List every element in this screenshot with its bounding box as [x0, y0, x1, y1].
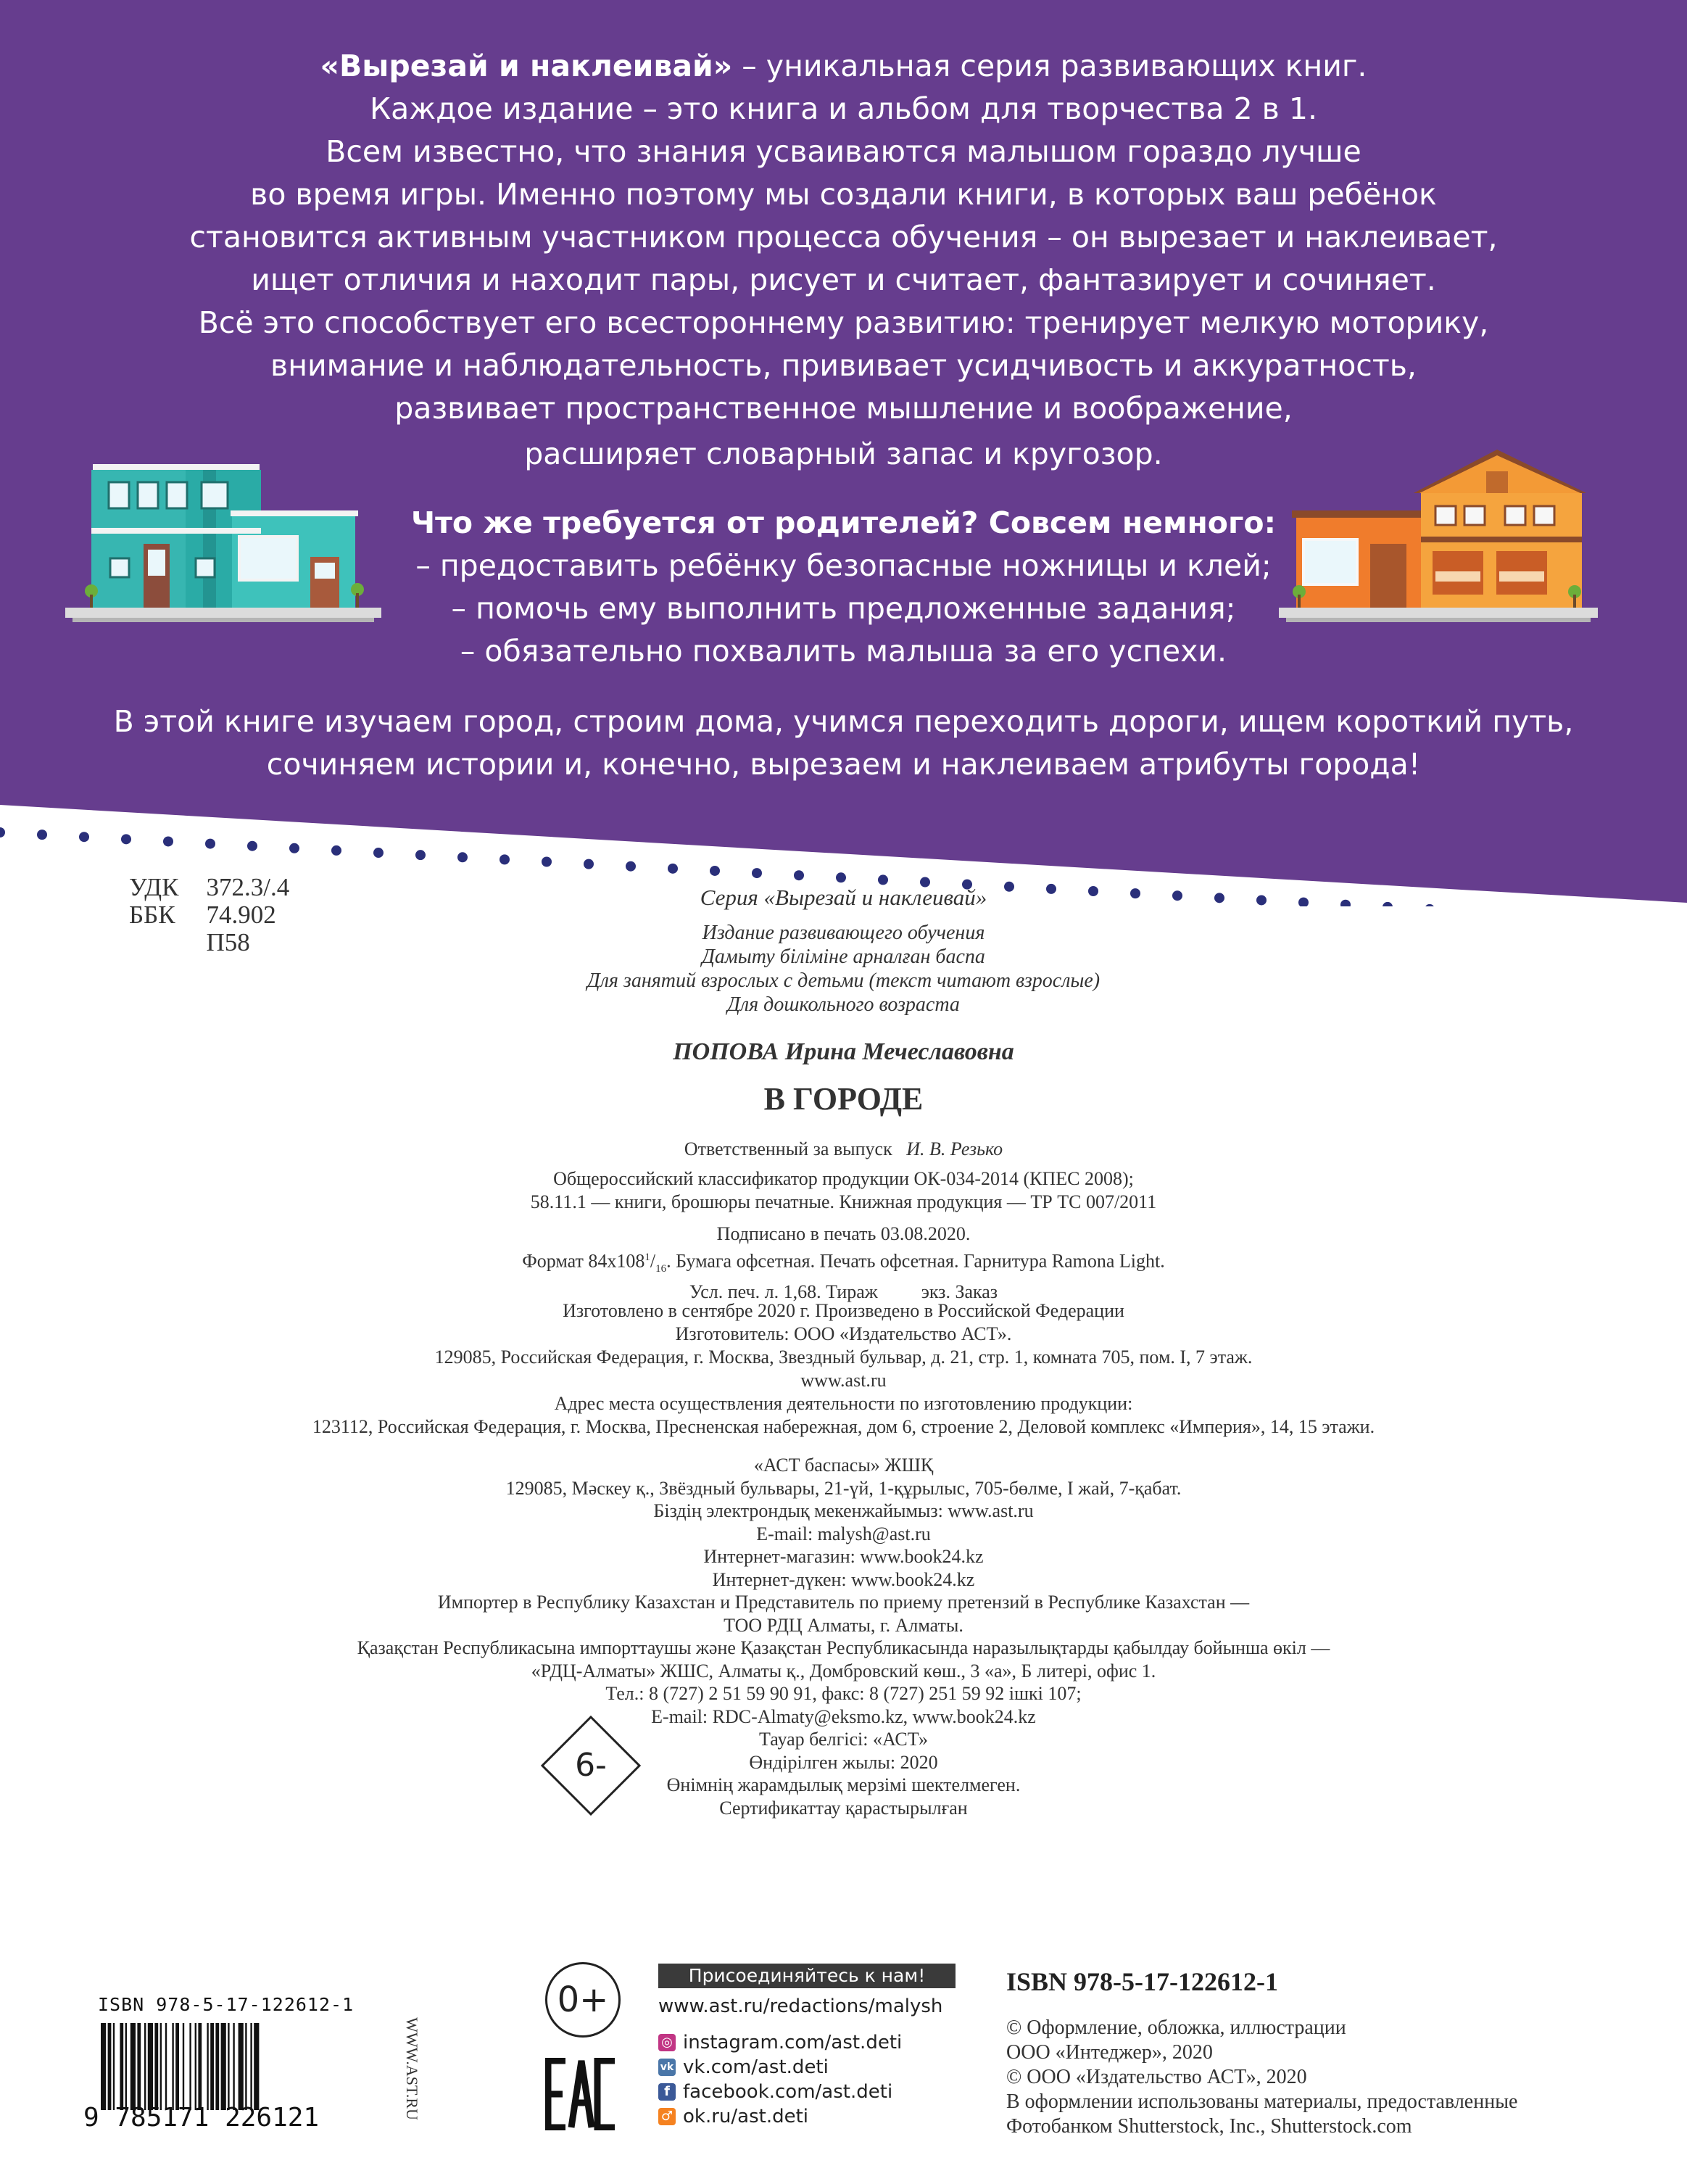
barcode-bar — [233, 2023, 234, 2110]
imprint-line: www.ast.ru — [800, 1370, 887, 1391]
divider-dot — [205, 839, 215, 849]
parents-item: – предоставить ребёнку безопасные ножницы и клей; — [415, 548, 1272, 583]
imprint-line: Тауар белгісі: «АСТ» — [759, 1729, 928, 1750]
imprint-line: Интернет-магазин: www.book24.kz — [703, 1546, 984, 1567]
barcode-bar — [189, 2023, 191, 2110]
print-order: экз. Заказ — [921, 1281, 998, 1302]
barcode-bar — [113, 2023, 115, 2110]
format-text: Формат 84x108 — [522, 1250, 645, 1272]
print-sheets: Усл. печ. л. 1,68. Тираж — [689, 1281, 878, 1302]
divider-dot — [121, 834, 131, 844]
kazakh-imprint — [0, 1454, 1687, 1819]
divider-dot — [710, 866, 720, 876]
divider-dot — [794, 870, 804, 880]
divider-dot — [373, 848, 384, 858]
series-info — [0, 921, 1687, 1017]
manufacturer-info — [0, 1299, 1687, 1439]
barcode-bar — [165, 2023, 167, 2110]
series-line: Издание развивающего обучения — [702, 922, 985, 944]
barcode-bar — [160, 2023, 162, 2110]
barcode-bar — [137, 2023, 141, 2110]
barcode-isbn: ISBN 978-5-17-122612-1 — [98, 1994, 355, 2015]
age-rating-text: 6- — [575, 1747, 607, 1784]
imprint-line: 123112, Российская Федерация, г. Москва, Пресненская набережная, дом 6, строение 2, Деловой комплекс «Империя», 14, 15 этажи. — [312, 1416, 1375, 1437]
divider-dot — [500, 854, 510, 864]
format-sup: 1 — [644, 1252, 650, 1263]
imprint-line: Адрес места осуществления деятельности по изготовлению продукции: — [554, 1393, 1133, 1414]
imprint-line: E-mail: malysh@ast.ru — [756, 1523, 931, 1544]
imprint-line: Интернет-дүкен: www.book24.kz — [712, 1568, 975, 1590]
barcode-bar — [195, 2023, 196, 2110]
copyright-line: © ООО «Издательство АСТ», 2020 — [1006, 2066, 1307, 2088]
ok-icon: ♂ — [658, 2108, 676, 2125]
imprint-line: Импортер в Республику Казахстан и Представитель по приему претензий в Республике Казахстан — — [437, 1592, 1250, 1613]
barcode-bar — [148, 2023, 153, 2110]
divider-dot — [247, 841, 257, 851]
intro-line: внимание и наблюдательность, прививает усидчивость и аккуратность, — [270, 348, 1417, 383]
ok-link[interactable] — [658, 2104, 902, 2129]
series-line: Для дошкольного возраста — [727, 993, 960, 1016]
intro-line: развивает пространственное мышление и воображение, — [394, 391, 1293, 426]
series-line: Дамыту біліміне арналған баспа — [702, 946, 985, 968]
imprint-line: Тел.: 8 (727) 2 51 59 90 91, факс: 8 (727) 251 59 92 ішкі 107; — [605, 1683, 1082, 1704]
book-about-section — [0, 700, 1687, 786]
social-link-text: facebook.com/ast.deti — [683, 2081, 893, 2103]
divider-dot — [626, 861, 636, 872]
barcode-bar — [221, 2023, 226, 2110]
copyright-line: В оформлении использованы материалы, предоставленные — [1006, 2090, 1518, 2113]
book-title: В ГОРОДЕ — [763, 1081, 924, 1117]
teal-house-illustration — [65, 450, 384, 624]
bbk-value: 74.902 — [206, 901, 276, 929]
book-about-line: сочиняем истории и, конечно, вырезаем и наклеиваем атрибуты города! — [266, 747, 1421, 782]
barcode-side-url — [390, 2001, 421, 2146]
social-link-text: ok.ru/ast.deti — [683, 2106, 809, 2127]
divider-dot — [542, 857, 552, 867]
intro-line: ищет отличия и находит пары, рисует и считает, фантазирует и сочиняет. — [251, 262, 1436, 297]
imprint-line: 129085, Российская Федерация, г. Москва, Звездный бульвар, д. 21, стр. 1, комната 705, пом. I, 7 этаж. — [434, 1347, 1253, 1368]
vk-link[interactable] — [658, 2055, 902, 2080]
intro-paragraph — [0, 45, 1687, 476]
age-zero-plus-text: 0+ — [557, 1980, 609, 2020]
barcode-bar — [250, 2023, 252, 2110]
barcode-bar — [228, 2023, 229, 2110]
eac-mark-icon — [545, 2058, 618, 2130]
intro-line: Всё это способствует его всестороннему развитию: тренирует мелкую моторику, — [198, 305, 1489, 340]
signed-line: Подписано в печать 03.08.2020. — [716, 1223, 971, 1244]
join-us-banner: Присоединяйтесь к нам! — [658, 1964, 956, 1988]
barcode-digits: 9 785171 226121 — [83, 2103, 320, 2133]
barcode-bar — [130, 2023, 136, 2110]
series-line: Для занятий взрослых с детьми (текст читают взрослые) — [586, 969, 1101, 992]
barcode-bar — [172, 2023, 173, 2110]
barcode-bar — [210, 2023, 214, 2110]
barcode-bar — [154, 2023, 158, 2110]
intro-line: Каждое издание – это книга и альбом для творчества 2 в 1. — [370, 91, 1317, 126]
instagram-icon: ◎ — [658, 2034, 676, 2051]
imprint-line: «АСТ баспасы» ЖШҚ — [753, 1455, 934, 1476]
barcode-bar — [183, 2023, 184, 2110]
facebook-link[interactable] — [658, 2080, 902, 2104]
website-link[interactable]: www.ast.ru/redactions/malysh — [658, 1995, 943, 2017]
divider-dot — [457, 852, 468, 862]
social-links — [658, 2030, 902, 2129]
imprint-line: ТОО РДЦ Алматы, г. Алматы. — [724, 1614, 963, 1636]
orange-house-illustration — [1276, 450, 1609, 624]
barcode-bar — [239, 2023, 244, 2110]
responsible-line — [0, 1138, 1687, 1160]
barcode-bar — [215, 2023, 219, 2110]
udk-label: УДК — [129, 873, 179, 901]
divider-dot — [79, 832, 89, 842]
copyright-block — [1006, 2016, 1517, 2139]
responsible-name: И. В. Резько — [906, 1138, 1003, 1159]
barcode-bar — [198, 2023, 202, 2110]
barcode-bar — [207, 2023, 208, 2110]
imprint-line: Өндірілген жылы: 2020 — [749, 1751, 938, 1773]
vk-icon: vk — [658, 2059, 676, 2076]
format-line: Формат $84x108^1/_{16}$. Бумага офсетная. Печать офсетная. Гарнитура Ramona Light. — [522, 1250, 1165, 1275]
barcode-bar — [245, 2023, 246, 2110]
divider-dot — [37, 830, 47, 840]
divider-dot — [289, 843, 299, 853]
isbn-number: ISBN 978-5-17-122612-1 — [1006, 1967, 1278, 1996]
divider-dot — [878, 874, 888, 885]
imprint-line: Өнімнің жарамдылық мерзімі шектелмеген. — [666, 1774, 1021, 1795]
series-name-bold: «Вырезай и наклеивай» — [320, 49, 733, 83]
parents-item: – обязательно похвалить малыша за его успехи. — [460, 634, 1227, 669]
imprint-line: E-mail: RDC-Almaty@eksmo.kz, www.book24.kz — [651, 1705, 1036, 1727]
intro-line: расширяет словарный запас и кругозор. — [524, 437, 1163, 471]
barcode-bar — [101, 2023, 106, 2110]
barcode-bar — [120, 2023, 123, 2110]
barcode-bar — [175, 2023, 179, 2110]
divider-dot — [0, 827, 5, 837]
series-title: Серия «Вырезай и наклеивай» — [700, 885, 987, 910]
barcode-bar — [144, 2023, 146, 2110]
parents-item: – помочь ему выполнить предложенные задания; — [451, 591, 1236, 626]
divider-dot — [836, 872, 846, 882]
divider-dot — [584, 859, 594, 869]
print-details — [0, 1223, 1687, 1304]
barcode-bar — [108, 2023, 112, 2110]
intro-line: – уникальная серия развивающих книг. — [732, 49, 1367, 83]
divider-dot — [668, 864, 678, 874]
social-link-text: instagram.com/ast.deti — [683, 2032, 903, 2053]
imprint-line: 129085, Мәскеу қ., Звёздный бульвары, 21-үй, 1-құрылыс, 705-бөлме, I жай, 7-қабат. — [505, 1477, 1182, 1499]
imprint-line: Общероссийский классификатор продукции ОК-034-2014 (КПЕС 2008); — [553, 1168, 1134, 1189]
format-sub: 16 — [655, 1262, 667, 1275]
format-text: . Бумага офсетная. Печать офсетная. Гарнитура Ramona Light. — [666, 1250, 1165, 1272]
imprint-line: Изготовитель: ООО «Издательство АСТ». — [675, 1323, 1012, 1344]
imprint-line: 58.11.1 — книги, брошюры печатные. Книжная продукция — ТР ТС 007/2011 — [530, 1191, 1157, 1212]
barcode — [83, 1994, 373, 2139]
facebook-icon: f — [658, 2083, 676, 2101]
barcode-bars — [98, 2023, 373, 2110]
divider-dot — [163, 836, 173, 846]
divider-dot — [752, 868, 762, 878]
imprint-line: Біздің электрондық мекенжайымыз: www.ast.ru — [653, 1500, 1034, 1521]
imprint-line: Қазақстан Республикасына импорттаушы және Қазақстан Республикасында наразылықтарды қабылдау бойынша өкіл — — [357, 1637, 1330, 1658]
imprint-classifier — [0, 1167, 1687, 1214]
age-rating-diamond — [540, 1715, 642, 1816]
copyright-line: © Оформление, обложка, иллюстрации — [1006, 2017, 1346, 2039]
imprint-line: Сертификаттау қарастырылған — [719, 1797, 968, 1819]
responsible-label: Ответственный за выпуск — [684, 1138, 892, 1159]
side-url-text: WWW.AST.RU — [403, 2017, 421, 2120]
age-zero-plus-badge — [545, 1962, 621, 2038]
imprint-line: Изготовлено в сентябре 2020 г. Произведено в Российской Федерации — [563, 1300, 1124, 1321]
barcode-bar — [125, 2023, 127, 2110]
divider-dot — [415, 850, 426, 860]
intro-line: Всем известно, что знания усваиваются малышом гораздо лучше — [326, 134, 1361, 169]
social-link-text: vk.com/ast.deti — [683, 2056, 829, 2078]
author-sign: П58 — [206, 928, 250, 956]
divider-dot — [331, 845, 341, 856]
book-about-line: В этой книге изучаем город, строим дома, учимся переходить дороги, ищем короткий путь, — [113, 704, 1574, 739]
copyright-line: Фотобанком Shutterstock, Inc., Shutterstock.com — [1006, 2115, 1412, 2138]
imprint-line: «РДЦ-Алматы» ЖШС, Алматы қ., Домбровский көш., 3 «а», Б литері, офис 1. — [531, 1660, 1156, 1682]
author-name: ПОПОВА Ирина Мечеславовна — [673, 1038, 1014, 1065]
copyright-line: ООО «Интеджер», 2020 — [1006, 2041, 1213, 2064]
instagram-link[interactable] — [658, 2030, 902, 2055]
udk-value: 372.3/.4 — [206, 873, 290, 901]
parents-heading: Что же требуется от родителей? Совсем немного: — [411, 505, 1276, 540]
intro-line: во время игры. Именно поэтому мы создали книги, в которых ваш ребёнок — [250, 177, 1437, 212]
intro-line: становится активным участником процесса обучения – он вырезает и наклеивает, — [189, 220, 1498, 255]
barcode-bar — [254, 2023, 259, 2110]
bbk-label: ББК — [129, 901, 175, 929]
